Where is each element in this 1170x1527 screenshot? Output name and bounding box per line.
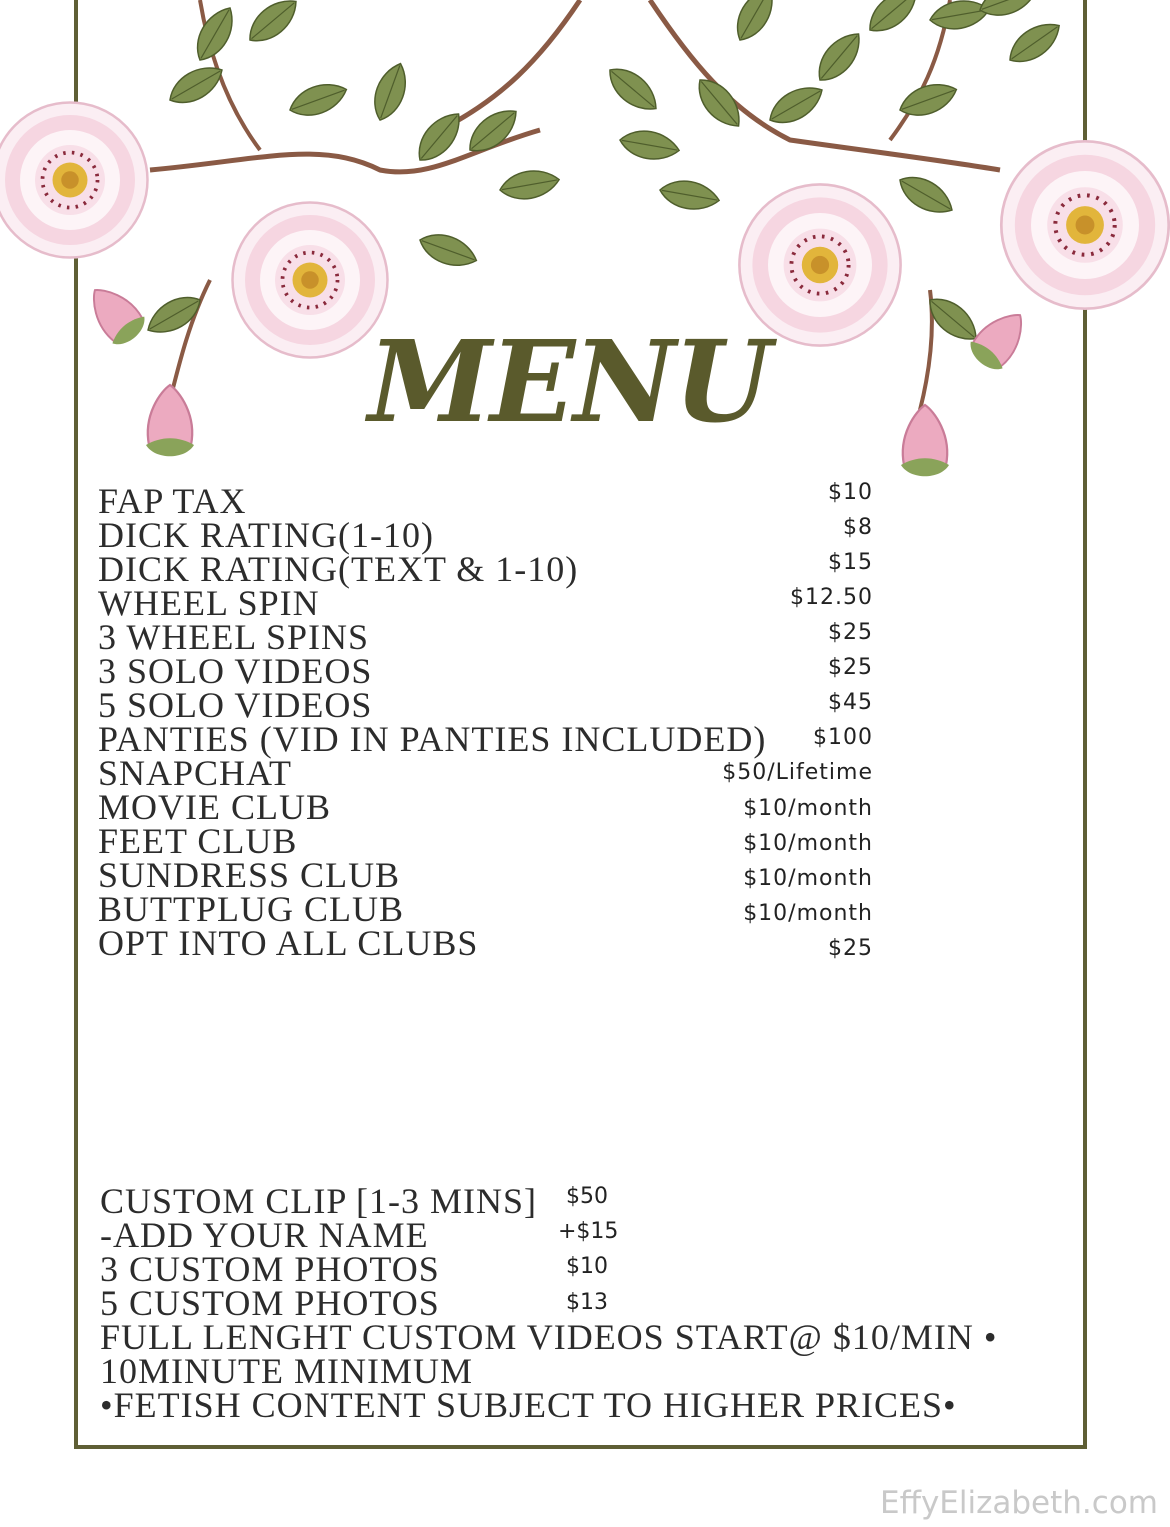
menu-item-price: $25: [828, 936, 873, 961]
custom-item-price: $50: [566, 1184, 608, 1209]
custom-item-name: 5 CUSTOM PHOTOS: [100, 1283, 440, 1323]
menu-item-name: DICK RATING(1-10): [98, 515, 434, 555]
menu-item-name: SNAPCHAT: [98, 753, 293, 793]
menu-item-name: PANTIES (VID IN PANTIES INCLUDED): [98, 719, 767, 759]
fetish-note: •FETISH CONTENT SUBJECT TO HIGHER PRICES•: [100, 1385, 957, 1425]
menu-item-price: $25: [828, 655, 873, 680]
menu-item-name: SUNDRESS CLUB: [98, 855, 401, 895]
menu-item-name: WHEEL SPIN: [98, 583, 320, 623]
menu-item-price: $10/month: [743, 796, 873, 821]
menu-item-name: 3 SOLO VIDEOS: [98, 651, 373, 691]
menu-item-price: $12.50: [790, 585, 873, 610]
menu-item-name: MOVIE CLUB: [98, 787, 331, 827]
menu-item-price: $45: [828, 690, 873, 715]
menu-item-price: $10/month: [743, 901, 873, 926]
menu-item-price: $10: [828, 480, 873, 505]
watermark: EffyElizabeth.com: [880, 1485, 1158, 1521]
menu-item-name: DICK RATING(TEXT & 1-10): [98, 549, 579, 589]
menu-item-price: $10/month: [743, 866, 873, 891]
custom-item-price: +$15: [558, 1219, 619, 1244]
menu-item-price: $100: [813, 725, 873, 750]
menu-item-price: $8: [843, 515, 873, 540]
custom-item-name: CUSTOM CLIP [1-3 MINS]: [100, 1181, 538, 1221]
menu-item-price: $25: [828, 620, 873, 645]
custom-item-name: 3 CUSTOM PHOTOS: [100, 1249, 440, 1289]
menu-title: MENU: [368, 317, 770, 448]
menu-item-name: OPT INTO ALL CLUBS: [98, 923, 479, 963]
menu-item-price: $50/Lifetime: [722, 760, 873, 785]
menu-item-price: $10/month: [743, 831, 873, 856]
custom-video-note: FULL LENGHT CUSTOM VIDEOS START@ $10/MIN •: [100, 1317, 998, 1357]
custom-item-price: $10: [566, 1254, 608, 1279]
custom-item-name: -ADD YOUR NAME: [100, 1215, 429, 1255]
menu-item-name: 3 WHEEL SPINS: [98, 617, 370, 657]
menu-item-name: 5 SOLO VIDEOS: [98, 685, 373, 725]
menu-item-name: BUTTPLUG CLUB: [98, 889, 405, 929]
menu-item-price: $15: [828, 550, 873, 575]
menu-item-name: FEET CLUB: [98, 821, 298, 861]
minimum-note: 10MINUTE MINIMUM: [100, 1351, 473, 1391]
menu-item-name: FAP TAX: [98, 481, 247, 521]
custom-item-price: $13: [566, 1290, 608, 1315]
